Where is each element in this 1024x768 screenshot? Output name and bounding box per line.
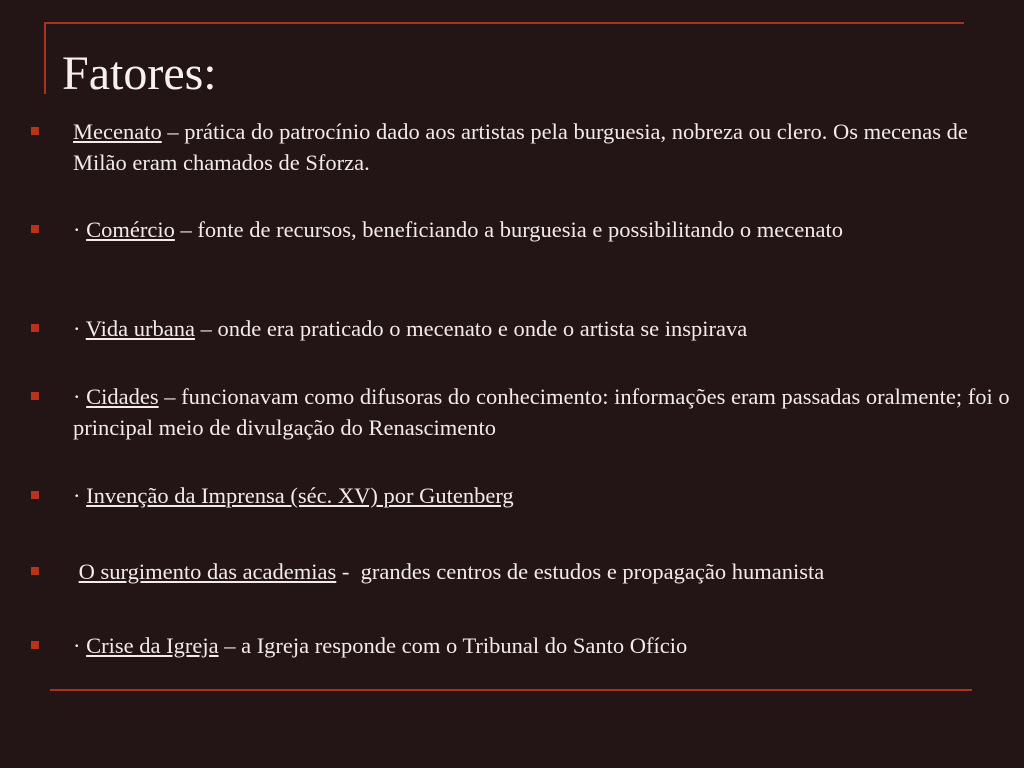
bullet-item-vida-urbana [73, 313, 1013, 344]
bullet-item-comercio [73, 214, 1013, 245]
bullet-square-icon [31, 392, 39, 400]
bullet-square-icon [31, 324, 39, 332]
bullet-square-icon [31, 491, 39, 499]
bullet-text: – a Igreja responde com o Tribunal do Santo Ofício [218, 633, 688, 658]
top-border-line [44, 22, 964, 24]
bullet-term: Crise da Igreja [86, 633, 219, 658]
bullet-text: - grandes centros de estudos e propagação humanista [336, 559, 825, 584]
bullet-term: O surgimento das academias [78, 559, 337, 584]
slide-title: Fatores: [62, 47, 217, 100]
bullet-square-icon [31, 127, 39, 135]
bullet-term: Mecenato [73, 119, 162, 144]
bullet-item-academias [73, 556, 1013, 587]
bullet-item-cidades [73, 381, 1013, 443]
bullet-term: Cidades [86, 384, 159, 409]
bullet-item-imprensa [73, 480, 1013, 511]
bullet-prefix: · [73, 633, 87, 658]
bullet-term: Comércio [86, 217, 175, 242]
bullet-text: – fonte de recursos, beneficiando a burguesia e possibilitando o mecenato [174, 217, 843, 242]
bullet-prefix: · [73, 316, 86, 341]
bullet-term: Invenção da Imprensa (séc. XV) por Gutenberg [86, 483, 514, 508]
left-border-line [44, 22, 46, 94]
bullet-prefix: · [73, 217, 87, 242]
bullet-prefix: · [73, 384, 87, 409]
bullet-square-icon [31, 567, 39, 575]
bullet-square-icon [31, 641, 39, 649]
bullet-text: – onde era praticado o mecenato e onde o artista se inspirava [194, 316, 748, 341]
bullet-term: Vida urbana [85, 316, 195, 341]
bottom-border-line [50, 689, 972, 691]
bullet-text: – funcionavam como difusoras do conhecimento: informações eram passadas oralmente; foi o principal meio de divulgação do Renascimento [73, 384, 1010, 440]
bullet-text: – prática do patrocínio dado aos artistas pela burguesia, nobreza ou clero. Os mecenas de Milão eram chamados de Sforza. [73, 119, 968, 175]
bullet-prefix: · [73, 483, 87, 508]
bullet-item-mecenato [73, 116, 1013, 178]
bullet-item-crise-igreja [73, 630, 1013, 661]
bullet-square-icon [31, 225, 39, 233]
